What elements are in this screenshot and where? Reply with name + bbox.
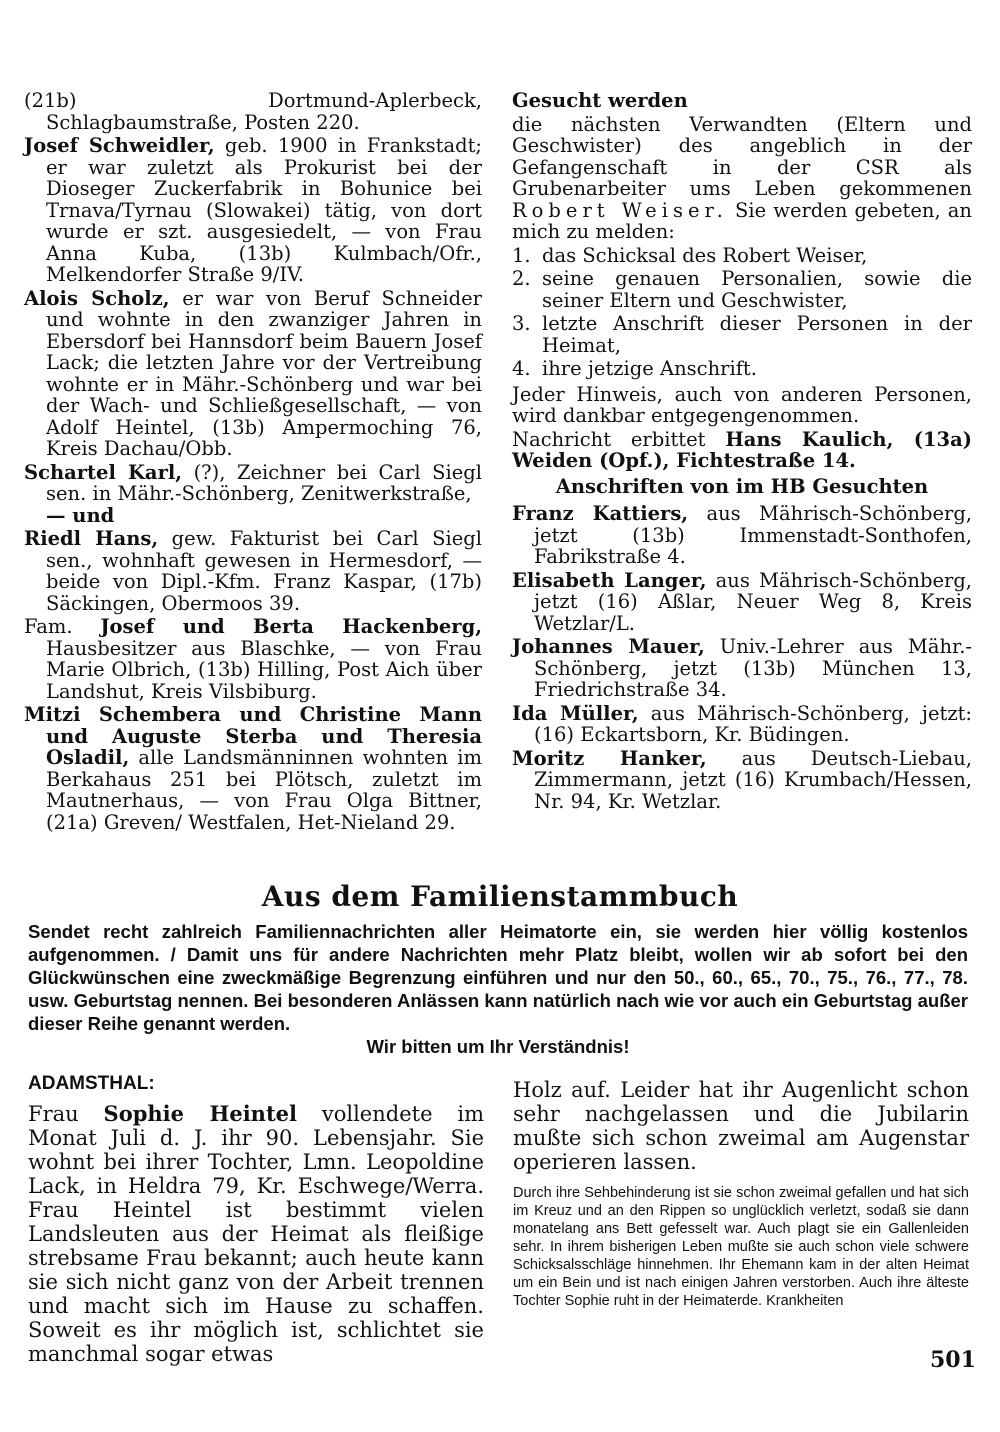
entry-name: Josef und Berta Hackenberg, bbox=[100, 615, 482, 638]
list-item: 1. das Schicksal des Robert Weiser, bbox=[512, 243, 868, 267]
entry-name: Alois Scholz, bbox=[24, 286, 170, 310]
entry-prefix: Fam. bbox=[24, 615, 101, 638]
birthday-left-column bbox=[28, 1072, 484, 1368]
entry-text: geb. 1900 in Frankstadt; er war zuletzt als Prokurist bei der Dioseger Zuckerfabrik in Bohunice bei Trnava/Tyrnau (Slowakei) tätig, von dort wurde er szt. ausgesiedelt, — von Frau Anna Kuba, (13b) Kulmbach/Ofr., Melkendorfer Straße 9/IV. bbox=[46, 134, 482, 286]
search-heading: Gesucht werden bbox=[512, 89, 688, 112]
entry-name: Riedl Hans, bbox=[24, 527, 159, 550]
list-item: 4. ihre jetzige Anschrift. bbox=[512, 357, 757, 380]
search-intro: die nächsten Verwandten (Eltern und Geschwister) des angeblich in der Gefangenschaft in der CSR als Grubenarbeiter ums Leben gekommenen Robert Weiser. Sie werden gebeten, an mich zu melden: bbox=[512, 112, 972, 243]
birthday-name: Sophie Heintel bbox=[103, 1101, 297, 1126]
search-contact: Nachricht erbittet Hans Kaulich, (13a) Weiden (Opf.), Fichtestraße 14. bbox=[512, 427, 972, 472]
search-entry bbox=[24, 704, 482, 833]
left-column bbox=[24, 90, 482, 835]
entry-text: gew. Fakturist bei Carl Siegl sen., wohnhaft gewesen in Hermesdorf, — beide von Dipl.-Kfm. Franz Kaspar, (17b) Säckingen, Obermoos 39. bbox=[46, 527, 482, 615]
entry-name: Schartel Karl, bbox=[24, 460, 183, 484]
intro-closing: Wir bitten um Ihr Verständnis! bbox=[366, 1036, 630, 1057]
address-entry: Ida Müller, aus Mährisch-Schönberg, jetzt: (16) Eckartsborn, Kr. Büdingen. bbox=[512, 701, 973, 746]
search-person: Robert Weiser. bbox=[512, 198, 728, 222]
address-entry: Moritz Hanker, aus Deutsch-Liebau, Zimmermann, jetzt (16) Krumbach/Hessen, Nr. 94, Kr. Wetzlar. bbox=[512, 746, 972, 813]
address-entry: Johannes Mauer, Univ.-Lehrer aus Mähr.-Schönberg, jetzt (13b) München 13, Friedrichstraße 34. bbox=[512, 635, 972, 701]
search-entry bbox=[24, 288, 482, 460]
section-intro bbox=[28, 920, 968, 1058]
section-title: Aus dem Familienstammbuch bbox=[261, 880, 739, 913]
birthday-right-column bbox=[513, 1078, 969, 1312]
entry-text: Hausbesitzer aus Blaschke, — von Frau Marie Olbrich, (13b) Hilling, Post Aich über Landshut, Kreis Vilsbiburg. bbox=[46, 636, 482, 703]
birthday-text: Frau Sophie Heintel vollendete im Monat Juli d. J. ihr 90. Lebensjahr. Sie wohnt bei ihrer Tochter, Lmn. Leopoldine Lack, in Heldra 79, Kr. Eschwege/Werra. Frau Heintel ist bestimmt vielen Landsleuten aus der Heimat als fleißige strebsame Frau bekannt; auch heute kann sie sich nicht ganz von der Arbeit trennen und macht sich im Hause zu schaffen. Soweit es ihr möglich ist, schlichtet sie manchmal sogar etwas bbox=[28, 1101, 484, 1366]
right-column bbox=[512, 90, 972, 814]
page-number: 501 bbox=[930, 1347, 976, 1373]
search-list bbox=[512, 245, 972, 380]
birthday-continuation: Holz auf. Leider hat ihr Augenlicht schon sehr nachgelassen und die Jubilarin mußte sich schon zweimal am Augenstar operieren lassen. bbox=[513, 1078, 969, 1174]
search-entry bbox=[24, 528, 482, 614]
place-heading: ADAMSTHAL: bbox=[28, 1073, 155, 1094]
search-entry bbox=[24, 616, 482, 702]
list-item: 2. seine genauen Personalien, sowie die seiner Eltern und Geschwister, bbox=[512, 267, 972, 312]
entry-name: Mitzi Schembera und Christine Mann und Auguste Sterba und Theresia Osladil, bbox=[24, 703, 482, 769]
search-entry bbox=[24, 135, 482, 286]
address-entry: Franz Kattiers, aus Mährisch-Schönberg, jetzt (13b) Immenstadt-Sonthofen, Fabrikstraße 4. bbox=[512, 502, 972, 568]
entry-text: er war von Beruf Schneider und wohnte in den zwanziger Jahren in Ebersdorf bei Hannsdorf beim Bauern Josef Lack; die letzten Jahre vor der Vertreibung wohnte er in Mähr.-Schönberg und war bei der Wach- und Schließgesellschaft, — von Adolf Heintel, (13b) Ampermoching 76, Kreis Dachau/Obb. bbox=[46, 286, 482, 460]
entry-und: — und bbox=[46, 503, 115, 527]
search-entry bbox=[24, 462, 482, 527]
search-hint: Jeder Hinweis, auch von anderen Personen, wird dankbar entgegengenommen. bbox=[512, 382, 972, 427]
entry-name: Josef Schweidler, bbox=[24, 134, 215, 157]
small-print-text: Durch ihre Sehbehinderung ist sie schon zweimal gefallen und hat sich im Kreuz und an den Rippen so unglücklich verletzt, sodaß sie dann monatelang ans Bett gefesselt war. Auch plagt sie ein Gallenleiden sehr. In ihrem bisherigen Leben mußte sie auch schon viele schwere Schicksalsschläge hinnehmen. Ihr Ehemann kam in der alten Heimat um ein Bein und ist nach einigen Jahren verstorben. Auch ihre älteste Tochter Sophie ruht in der Heimaterde. Krankheiten bbox=[513, 1185, 969, 1309]
list-item: 3. letzte Anschrift dieser Personen in der Heimat, bbox=[512, 312, 972, 357]
entry-text: (?), Zeichner bei Carl Siegl sen. in Mähr.-Schönberg, Zenitwerkstraße, bbox=[46, 460, 482, 505]
intro-text: Sendet recht zahlreich Familiennachrichten aller Heimatorte ein, sie werden hier völlig kostenlos aufgenommen. / Damit uns für andere Nachrichten mehr Platz bleibt, wollen wir ab sofort bei den Glückwünschen eine zweckmäßige Begrenzung einführen und nur den 50., 60., 65., 70., 75., 76., 77., 78. usw. Geburtstag nennen. Bei besonderen Anlässen kann natürlich nach wie vor auch ein Geburtstag außer dieser Reihe genannt werden. bbox=[28, 921, 968, 1034]
addresses-heading: Anschriften von im HB Gesuchten bbox=[555, 474, 929, 498]
entry-text: alle Landsmänninnen wohnten im Berkahaus 251 bei Plötsch, zuletzt im Mautnerhaus, — von Frau Olga Bittner, (21a) Greven/ Westfalen, Het-Nieland 29. bbox=[46, 746, 482, 834]
address-entry: Elisabeth Langer, aus Mährisch-Schönberg, jetzt (16) Aßlar, Neuer Weg 8, Kreis Wetzlar/L. bbox=[512, 568, 972, 635]
entry-continuation: (21b) Dortmund-Aplerbeck, Schlagbaumstraße, Posten 220. bbox=[24, 89, 482, 134]
